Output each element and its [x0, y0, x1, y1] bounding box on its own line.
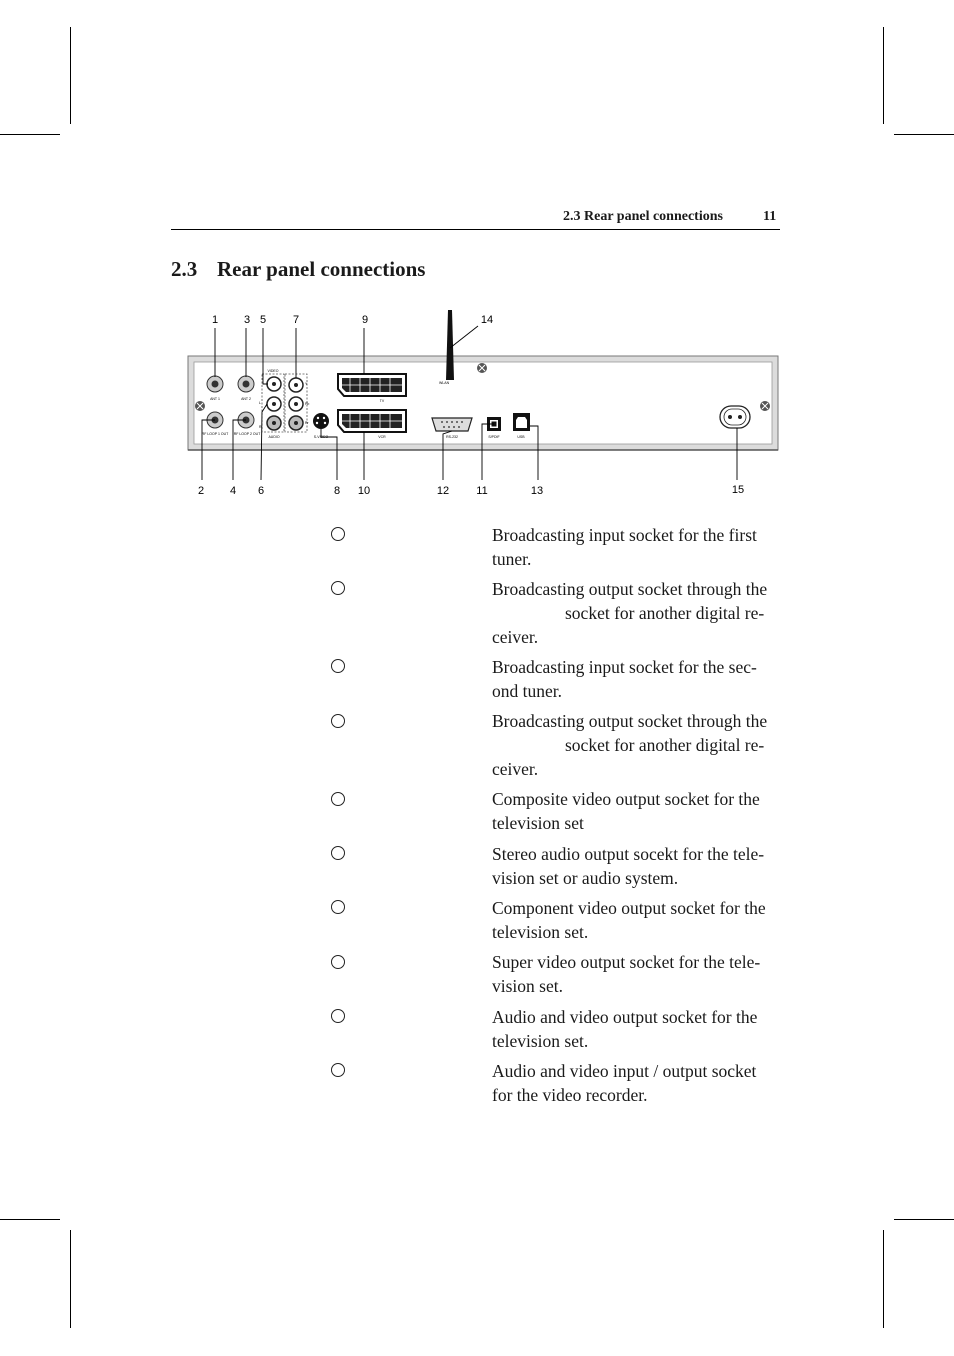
callout-5: 5 [259, 314, 267, 326]
desc-line: Audio and video input / output socket [492, 1061, 757, 1081]
item-description [492, 577, 792, 649]
desc-line: vision set. [492, 976, 563, 996]
component-pb-socket [289, 397, 303, 411]
wlan-label: WLAN [439, 381, 450, 385]
desc-line: Broadcasting output socket through the [492, 579, 768, 599]
desc-line: television set. [492, 1031, 589, 1051]
usb-label: USB [517, 435, 525, 439]
screw-icon [195, 401, 205, 411]
callout-7: 7 [292, 314, 300, 326]
svideo-socket [313, 413, 329, 429]
component-pb-label: Pb [305, 402, 310, 406]
callout-4: 4 [229, 485, 237, 497]
desc-line: tuner. [492, 549, 532, 569]
svideo-label: S-VIDEO [313, 435, 329, 439]
rs232-label: RS-232 [446, 435, 458, 439]
scart-vcr-socket [338, 410, 406, 432]
rf-loop2-label: RF LOOP 2 OUT [233, 432, 261, 436]
composite-video-socket [267, 377, 281, 391]
item-description [492, 1005, 792, 1053]
crop-mark [0, 134, 60, 135]
rf-loop1-label: RF LOOP 1 OUT [201, 432, 229, 436]
crop-mark [894, 1219, 954, 1220]
vcr-label: VCR [378, 435, 386, 439]
crop-mark [70, 27, 71, 124]
crop-mark [883, 1230, 884, 1328]
item-marker-icon [331, 527, 345, 541]
tv-label: TV [379, 399, 385, 403]
desc-line: Super video output socket for the tele- [492, 952, 761, 972]
running-header-title: 2.3 Rear panel connections [563, 209, 723, 224]
spdif-label: S/PDIF [488, 435, 500, 439]
audio-right-label: R [259, 425, 262, 429]
item-marker-icon [331, 581, 345, 595]
usb-socket [513, 413, 530, 431]
component-y-label: Y [305, 382, 308, 386]
antenna-icon [446, 310, 454, 380]
callout-2: 2 [197, 485, 205, 497]
callout-9: 9 [361, 314, 369, 326]
item-description [492, 896, 792, 944]
item-marker-icon [331, 955, 345, 969]
audio-right-socket [267, 416, 281, 430]
desc-line: television set. [492, 922, 589, 942]
ant1-label: ANT 1 [210, 397, 220, 401]
desc-line [492, 601, 792, 625]
section-title: Rear panel connections [217, 257, 426, 281]
callout-14: 14 [480, 314, 494, 326]
component-pr-label: Pr [305, 421, 309, 425]
desc-line: Component video output socket for the [492, 898, 766, 918]
crop-mark [0, 1219, 60, 1220]
header-rule [171, 229, 780, 230]
item-marker-icon [331, 1009, 345, 1023]
audio-label: AUDIO [268, 435, 280, 439]
item-description [492, 655, 792, 703]
item-description [492, 950, 792, 998]
callout-6: 6 [257, 485, 265, 497]
desc-line: for the video recorder. [492, 1085, 648, 1105]
desc-line: television set [492, 813, 584, 833]
scart-tv-socket [338, 374, 406, 396]
page-number: 11 [763, 209, 777, 224]
desc-line: Composite video output socket for the [492, 789, 760, 809]
screw-icon [477, 363, 487, 373]
component-pr-socket [289, 416, 303, 430]
desc-line [492, 733, 792, 757]
desc-line: ceiver. [492, 759, 539, 779]
callout-3: 3 [243, 314, 251, 326]
callout-13: 13 [530, 485, 544, 497]
desc-line: ond tuner. [492, 681, 562, 701]
desc-line: ceiver. [492, 627, 539, 647]
callout-11: 11 [476, 485, 488, 497]
crop-mark [70, 1230, 71, 1328]
callout-15: 15 [731, 484, 745, 496]
rear-panel-diagram [150, 300, 790, 505]
audio-left-socket [267, 397, 281, 411]
item-marker-icon [331, 900, 345, 914]
item-description [492, 1059, 792, 1107]
desc-line-text: socket for another digital re- [565, 735, 765, 755]
item-marker-icon [331, 714, 345, 728]
item-description [492, 523, 792, 571]
desc-line: vision set or audio system. [492, 868, 679, 888]
power-inlet-socket [720, 406, 750, 428]
item-description [492, 709, 792, 781]
audio-left-label: L [259, 401, 261, 405]
callout-1: 1 [211, 314, 219, 326]
callout-12: 12 [436, 485, 450, 497]
desc-line: Broadcasting output socket through the [492, 711, 768, 731]
component-y-socket [289, 378, 303, 392]
desc-line: Audio and video output socket for the [492, 1007, 758, 1027]
item-marker-icon [331, 1063, 345, 1077]
screw-icon [760, 401, 770, 411]
item-marker-icon [331, 792, 345, 806]
callout-10: 10 [357, 485, 371, 497]
desc-line-text: socket for another digital re- [565, 603, 765, 623]
crop-mark [883, 27, 884, 124]
desc-line: Broadcasting input socket for the first [492, 525, 757, 545]
callout-8: 8 [333, 485, 341, 497]
ant1-socket [207, 376, 223, 392]
ant2-socket [238, 376, 254, 392]
crop-mark [894, 134, 954, 135]
item-marker-icon [331, 846, 345, 860]
section-number: 2.3 [171, 257, 198, 281]
desc-line: Stereo audio output socekt for the tele- [492, 844, 765, 864]
item-marker-icon [331, 659, 345, 673]
ant2-label: ANT 2 [241, 397, 251, 401]
desc-line: Broadcasting input socket for the sec- [492, 657, 757, 677]
rs232-socket [432, 418, 472, 431]
item-description [492, 842, 792, 890]
video-label: VIDEO [267, 369, 279, 373]
item-description [492, 787, 792, 835]
